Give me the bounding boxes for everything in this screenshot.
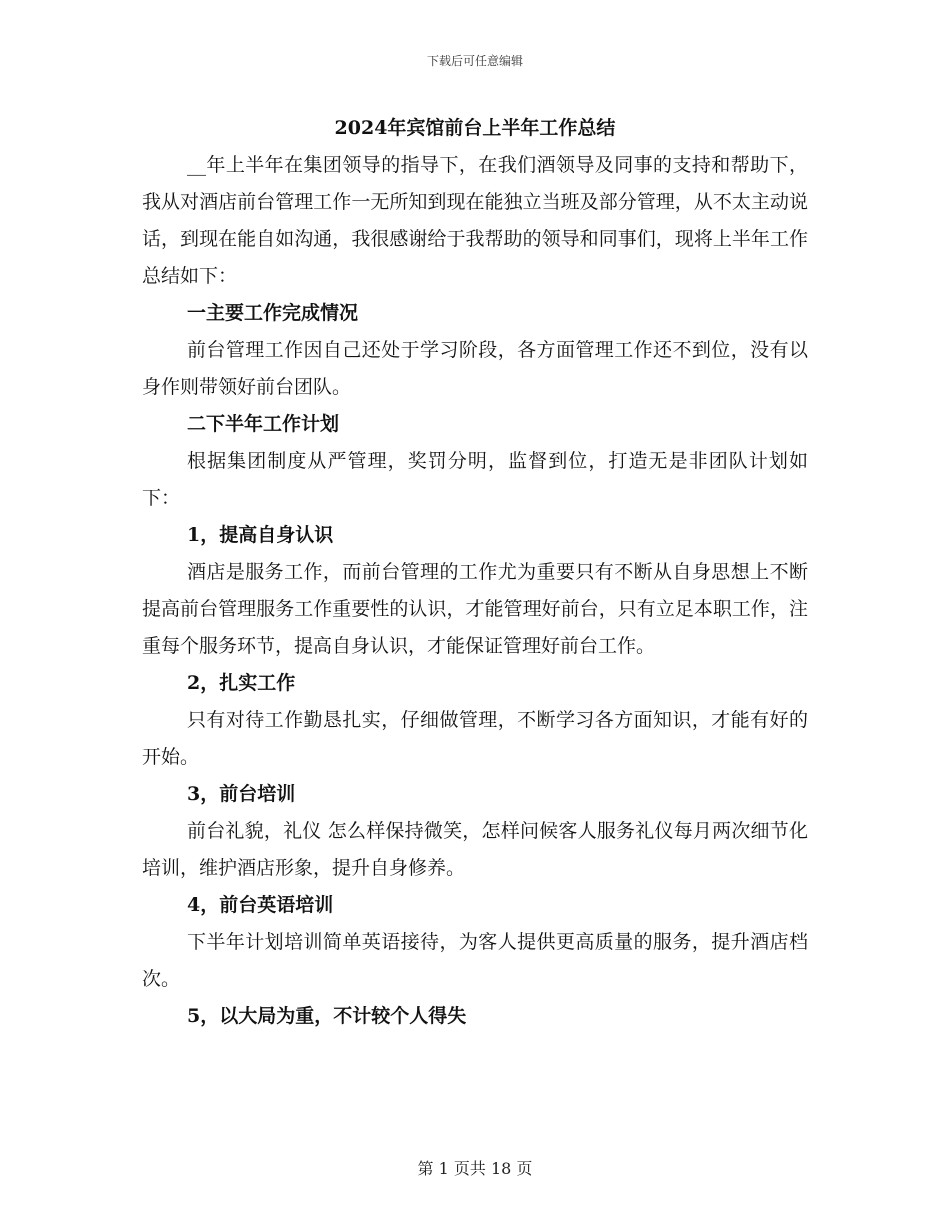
body-paragraph: 只有对待工作勤恳扎实，仔细做管理，不断学习各方面知识，才能有好的开始。 (142, 709, 808, 768)
page-header: 下载后可任意编辑 (426, 54, 523, 68)
page-number-footer: 第 1 页共 18 页 (417, 1159, 533, 1178)
body-paragraph: 下半年计划培训简单英语接待，为客人提供更高质量的服务，提升酒店档次。 (142, 931, 808, 990)
body-paragraph: 前台管理工作因自己还处于学习阶段，各方面管理工作还不到位，没有以身作则带领好前台团队。 (142, 339, 808, 398)
document-body (142, 147, 808, 1035)
section-heading: 5，以大局为重，不计较个人得失 (187, 1005, 467, 1027)
section-heading: 2，扎实工作 (187, 672, 296, 694)
section-heading: 3，前台培训 (187, 783, 296, 805)
section-heading: 4，前台英语培训 (187, 894, 334, 916)
body-paragraph: 酒店是服务工作，而前台管理的工作尤为重要只有不断从自身思想上不断提高前台管理服务工作重要性的认识，才能管理好前台，只有立足本职工作，注重每个服务环节，提高自身认识，才能保证管理好前台工作。 (142, 561, 808, 657)
body-paragraph: 前台礼貌，礼仪 怎么样保持微笑，怎样问候客人服务礼仪每月两次细节化培训，维护酒店形象，提升自身修养。 (142, 820, 808, 879)
section-heading: 1，提高自身认识 (187, 524, 334, 546)
body-paragraph: 根据集团制度从严管理，奖罚分明，监督到位，打造无是非团队计划如下： (142, 450, 808, 509)
body-paragraph: __年上半年在集团领导的指导下，在我们酒领导及同事的支持和帮助下，我从对酒店前台管理工作一无所知到现在能独立当班及部分管理，从不太主动说话，到现在能自如沟通，我很感谢给于我帮助的领导和同事们，现将上半年工作总结如下： (142, 154, 808, 287)
document-title: 2024年宾馆前台上半年工作总结 (334, 117, 616, 139)
section-heading: 二下半年工作计划 (187, 413, 340, 435)
section-heading: 一主要工作完成情况 (187, 302, 359, 324)
